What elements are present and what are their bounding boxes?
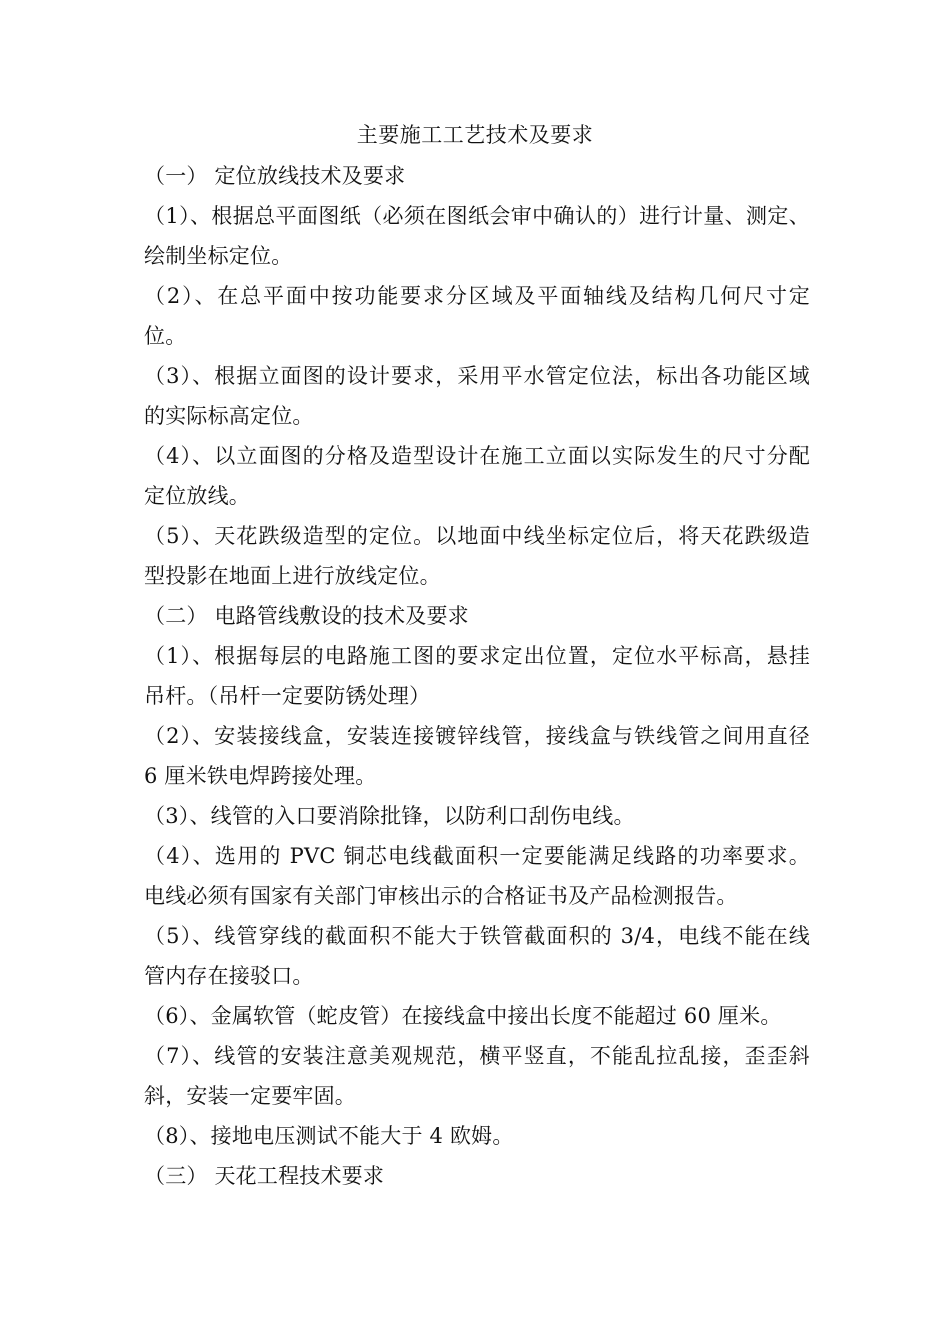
text-line: （3）、根据立面图的设计要求，采用平水管定位法，标出各功能区域 <box>144 364 810 388</box>
text-line: （5）、天花跌级造型的定位。以地面中线坐标定位后，将天花跌级造 <box>144 524 810 548</box>
text-line: 6 厘米铁电焊跨接处理。 <box>144 764 377 788</box>
text-line: 型投影在地面上进行放线定位。 <box>144 564 441 588</box>
text-line: （2）、安装接线盒，安装连接镀锌线管，接线盒与铁线管之间用直径 <box>144 724 810 748</box>
text-line: （7）、线管的安装注意美观规范，横平竖直，不能乱拉乱接，歪歪斜 <box>144 1044 810 1068</box>
text-line: （1）、根据总平面图纸（必须在图纸会审中确认的）进行计量、测定、 <box>144 204 810 228</box>
text-line: （4）、以立面图的分格及造型设计在施工立面以实际发生的尺寸分配 <box>144 444 810 468</box>
text-line: 定位放线。 <box>144 484 250 508</box>
text-line: （5）、线管穿线的截面积不能大于铁管截面积的 3/4，电线不能在线 <box>144 924 810 948</box>
text-line: （1）、根据每层的电路施工图的要求定出位置，定位水平标高，悬挂 <box>144 644 810 668</box>
document-body <box>144 156 810 1196</box>
text-line: （二） 电路管线敷设的技术及要求 <box>144 604 469 628</box>
text-line: 斜，安装一定要牢固。 <box>144 1084 356 1108</box>
text-line: （4）、选用的 PVC 铜芯电线截面积一定要能满足线路的功率要求。 <box>144 844 810 868</box>
text-line: 管内存在接驳口。 <box>144 964 314 988</box>
text-line: 位。 <box>144 324 187 348</box>
text-line: （6）、金属软管（蛇皮管）在接线盒中接出长度不能超过 60 厘米。 <box>144 1004 782 1028</box>
text-line: 吊杆。（吊杆一定要防锈处理） <box>144 684 431 708</box>
document-title: 主要施工工艺技术及要求 <box>356 123 594 147</box>
text-line: 的实际标高定位。 <box>144 404 314 428</box>
text-line: （8）、接地电压测试不能大于 4 欧姆。 <box>144 1124 514 1148</box>
text-line: 电线必须有国家有关部门审核出示的合格证书及产品检测报告。 <box>144 884 738 908</box>
text-line: （2）、在总平面中按功能要求分区域及平面轴线及结构几何尺寸定 <box>144 284 810 308</box>
text-line: （3）、线管的入口要消除批锋，以防利口刮伤电线。 <box>144 804 635 828</box>
text-line: （一） 定位放线技术及要求 <box>144 164 406 188</box>
text-line: 绘制坐标定位。 <box>144 244 293 268</box>
text-line: （三） 天花工程技术要求 <box>144 1164 385 1188</box>
